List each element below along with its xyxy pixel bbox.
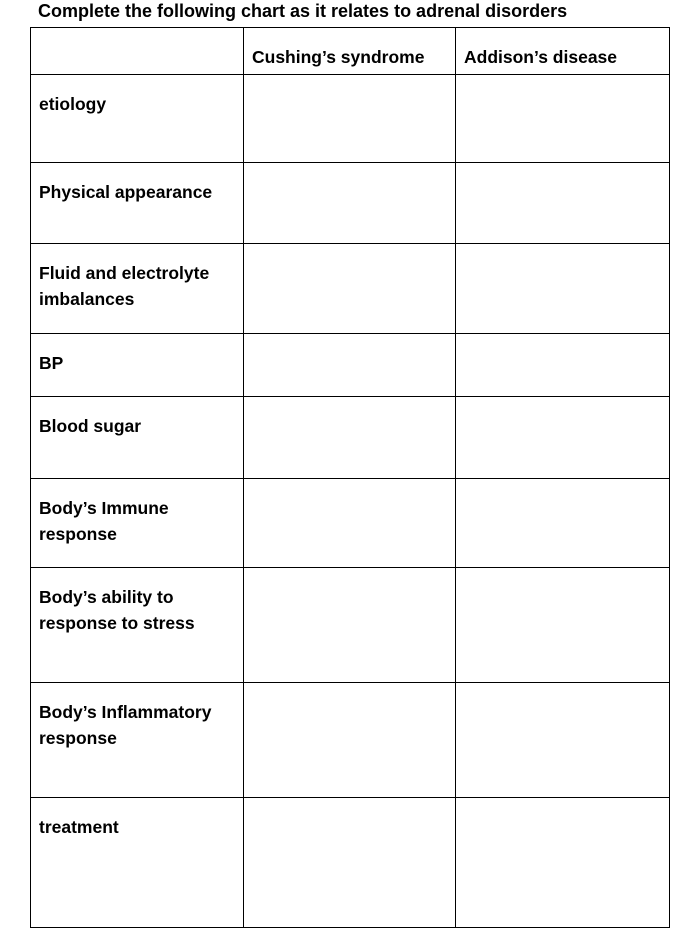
cushings-syndrome-header: Cushing’s syndrome [252, 47, 425, 67]
row-label: Body’s Immune response [39, 498, 169, 544]
addisons-answer-cell[interactable] [456, 163, 670, 244]
addisons-answer-cell[interactable] [456, 334, 670, 397]
cushings-answer-cell[interactable] [244, 397, 456, 479]
addisons-answer-cell[interactable] [456, 798, 670, 928]
row-label-cell [31, 798, 244, 928]
table-row [31, 479, 670, 568]
adrenal-disorders-chart [30, 27, 670, 928]
cushings-answer-cell[interactable] [244, 683, 456, 798]
table-row [31, 75, 670, 163]
instruction-heading: Complete the following chart as it relates to adrenal disorders [38, 1, 568, 21]
header-cell-blank [31, 28, 244, 75]
table-row [31, 334, 670, 397]
row-label-cell [31, 334, 244, 397]
table-row [31, 798, 670, 928]
row-label-cell [31, 683, 244, 798]
addisons-disease-header: Addison’s disease [464, 47, 618, 67]
row-label-cell [31, 568, 244, 683]
header-cell-addisons [456, 28, 670, 75]
cushings-answer-cell[interactable] [244, 798, 456, 928]
header-cell-cushings [244, 28, 456, 75]
addisons-answer-cell[interactable] [456, 75, 670, 163]
row-label-cell [31, 244, 244, 334]
table-row [31, 397, 670, 479]
row-label-cell [31, 163, 244, 244]
row-label: Body’s ability to response to stress [39, 587, 195, 633]
header-row [31, 28, 670, 75]
cushings-answer-cell[interactable] [244, 334, 456, 397]
addisons-answer-cell[interactable] [456, 568, 670, 683]
table-row [31, 244, 670, 334]
row-label: Fluid and electrolyte imbalances [39, 263, 210, 309]
cushings-answer-cell[interactable] [244, 479, 456, 568]
cushings-answer-cell[interactable] [244, 163, 456, 244]
row-label-cell [31, 397, 244, 479]
row-label: Blood sugar [39, 416, 142, 436]
addisons-answer-cell[interactable] [456, 397, 670, 479]
addisons-answer-cell[interactable] [456, 479, 670, 568]
cushings-answer-cell[interactable] [244, 244, 456, 334]
addisons-answer-cell[interactable] [456, 683, 670, 798]
row-label: treatment [39, 817, 119, 837]
row-label: Physical appearance [39, 182, 213, 202]
table-row [31, 568, 670, 683]
cushings-answer-cell[interactable] [244, 568, 456, 683]
cushings-answer-cell[interactable] [244, 75, 456, 163]
row-label-cell [31, 75, 244, 163]
table-row [31, 683, 670, 798]
row-label: etiology [39, 94, 107, 114]
row-label: BP [39, 353, 64, 373]
row-label: Body’s Inflammatory response [39, 702, 212, 748]
addisons-answer-cell[interactable] [456, 244, 670, 334]
table-row [31, 163, 670, 244]
row-label-cell [31, 479, 244, 568]
